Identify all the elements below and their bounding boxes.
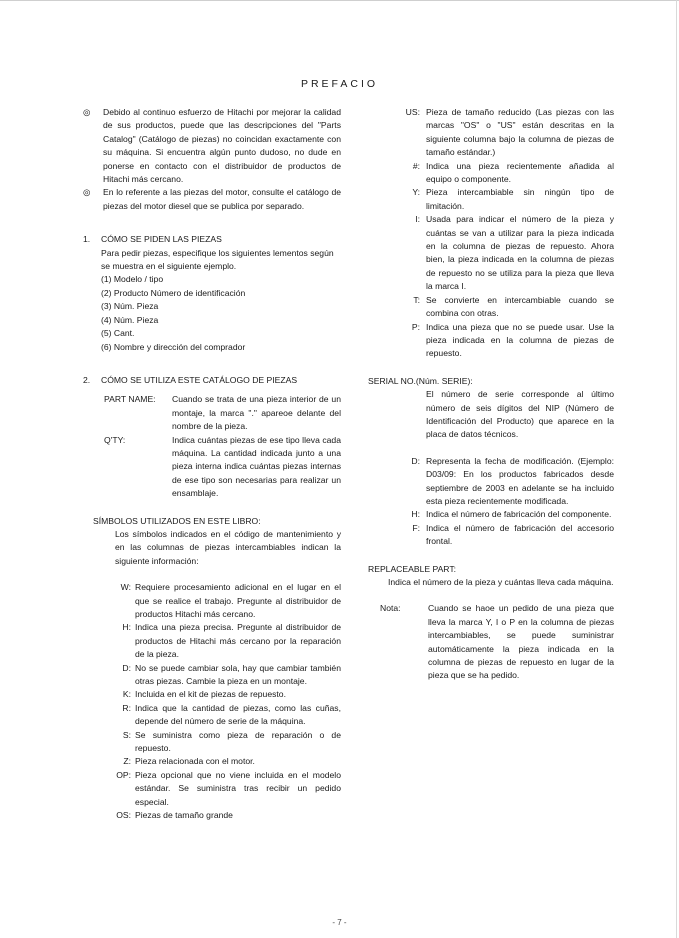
symbol-row [107, 755, 341, 768]
symbol-code: H: [122, 622, 131, 633]
right-column [368, 106, 614, 683]
symbol-code: T: [413, 294, 420, 305]
list-item: (5) Cant. [101, 328, 135, 339]
symbol-code: #: [412, 160, 420, 171]
serial-code-desc: Indica el número de fabricación del accesorio frontal. [426, 522, 614, 547]
double-circle-icon: ◎ [83, 107, 91, 117]
intro-text: Debido al continuo esfuerzo de Hitachi por mejorar la calidad de sus productos, puede que las descripciones del "Parts Catalog" (Catálogo de piezas) no coincidan exactamente con su máquina. Si encuentra algún punto dudoso, no dude en ponerse en contacto con el distribuidor de productos de Hitachi más cercano. [103, 107, 341, 185]
serial-code: H: [411, 509, 420, 520]
symbol-code: W: [120, 582, 131, 593]
symbol-desc: Indica una pieza que no se puede usar. Use la pieza indicada en la columna de piezas de repuesto. [426, 321, 614, 359]
section-number: 2. [83, 374, 91, 385]
symbol-desc: Indica una pieza recientemente añadida al equipo o componente. [426, 160, 614, 185]
definition-term: Q'TY: [104, 434, 126, 445]
section-text: Para pedir piezas, especifique los siguientes lementos según se muestra en el siguiente ejemplo. [101, 247, 334, 272]
symbol-desc: Piezas de tamaño grande [135, 810, 233, 821]
list-item: (4) Núm. Pieza [101, 314, 159, 325]
symbol-desc: Pieza opcional que no viene incluida en el modelo estándar. Se suministra tras recibir un pedido especial. [135, 769, 341, 807]
note-block [368, 602, 614, 682]
symbol-code: US: [405, 107, 420, 117]
section-number: 1. [83, 234, 91, 245]
serial-code-desc: Indica el número de fabricación del componente. [426, 509, 612, 520]
symbol-code: Z: [123, 756, 131, 767]
intro-paragraph [83, 186, 341, 213]
symbol-row [368, 321, 614, 361]
symbol-desc: Incluida en el kit de piezas de repuesto. [135, 689, 286, 700]
symbol-code: K: [122, 689, 131, 700]
double-circle-icon: ◎ [83, 187, 91, 198]
definition-desc: Indica cuántas piezas de ese tipo lleva cada máquina. La cantidad indicada junto a una pieza interna indica cuántas piezas internas de ese tipo son necesarias para realizar un ensamblaje. [172, 434, 341, 499]
symbol-row [368, 294, 614, 321]
symbol-desc: Se suministra como pieza de reparación o de repuesto. [135, 729, 341, 754]
symbol-code: P: [411, 321, 420, 332]
list-item: (3) Núm. Pieza [101, 301, 159, 312]
right-symbols-list [368, 106, 614, 361]
definition-term: PART NAME: [104, 394, 156, 405]
symbol-row [107, 581, 341, 621]
symbol-row [368, 186, 614, 213]
symbol-desc: Pieza intercambiable sin ningún tipo de limitación. [426, 187, 614, 211]
symbol-desc: Requiere procesamiento adicional en el lugar en el que se realice el trabajo. Pregunte al distribuidor de productos Hitachi más cercano. [135, 582, 341, 619]
symbol-row [368, 160, 614, 187]
symbol-desc: Pieza de tamaño reducido (Las piezas con las marcas "OS" o "US" están descritas en la siguiente columna bajo la columna de piezas de tamaño estándar.) [426, 107, 614, 158]
serial-text: El número de serie corresponde al último número de seis dígitos del NIP (Número de Identificación del Producto) que aparece en la placa de datos técnicos. [426, 389, 614, 440]
section-heading: CÓMO SE UTILIZA ESTE CATÁLOGO DE PIEZAS [101, 374, 298, 385]
serial-code-row [368, 522, 614, 549]
page-right-edge [676, 0, 677, 938]
serial-heading: SERIAL NO.(Núm. SERIE): [368, 375, 473, 386]
note-label: Nota: [380, 603, 401, 614]
section-catalog-use [83, 374, 341, 387]
replaceable-text: Indica el número de la pieza y cuántas lleva cada máquina. [388, 577, 614, 587]
symbol-desc: Se convierte en intercambiable cuando se combina con otras. [426, 294, 614, 319]
definitions-list [101, 393, 341, 500]
symbol-code: Y: [412, 187, 420, 198]
symbol-row [107, 662, 341, 689]
left-column [83, 106, 341, 823]
symbols-heading: SÍMBOLOS UTILIZADOS EN ESTE LIBRO: [93, 515, 261, 526]
intro-paragraph [83, 106, 341, 186]
symbol-code: S: [122, 729, 131, 740]
symbols-list [107, 581, 341, 822]
page-number: - 7 - [332, 918, 347, 927]
serial-code-row [368, 455, 614, 509]
symbol-code: I: [415, 214, 420, 225]
symbol-code: R: [122, 702, 131, 713]
symbol-desc: No se puede cambiar sola, hay que cambiar también otras piezas. Cambie la pieza en un montaje. [135, 662, 341, 687]
serial-code-row [368, 508, 614, 521]
symbol-row [107, 769, 341, 809]
intro-text: En lo referente a las piezas del motor, consulte el catálogo de piezas del motor diesel que se publica por separado. [103, 187, 341, 211]
symbol-row [107, 729, 341, 756]
symbol-code: D: [122, 662, 131, 673]
symbol-row [107, 688, 341, 701]
definition-desc: Cuando se trata de una pieza interior de un montaje, la marca "." apareoe delante del nombre de la pieza. [172, 394, 341, 432]
symbols-intro: Los símbolos indicados en el código de mantenimiento y en las columnas de piezas intercambiables indican la siguiente información: [115, 528, 341, 566]
serial-codes-list [368, 455, 614, 549]
list-item: (6) Nombre y dirección del comprador [101, 341, 246, 352]
symbol-row [368, 213, 614, 293]
section-ordering [83, 233, 341, 354]
serial-code: D: [411, 455, 420, 466]
symbol-desc: Indica que la cantidad de piezas, como las cuñas, depende del número de serie de la máquina. [135, 702, 341, 727]
symbol-desc: Indica una pieza precisa. Pregunte al distribuidor de productos de Hitachi más cercano por la reparación de la pieza. [135, 622, 341, 660]
symbol-desc: Usada para indicar el número de la pieza y cuántas se van a utilizar para la pieza indicada en la columna de piezas de repuesto. Ahora bien, la pieza indicada en la columna de piezas de repuesto no se utiliza para la pieza que lleva la marca I. [426, 214, 614, 292]
page-top-edge [0, 0, 679, 1]
note-text: Cuando se haoe un pedido de una pieza que lleva la marca Y, I o P en la columna de piezas intercambiables, se puede suministrar automáticamente la pieza indicada en la columna de piezas de repuesto en lugar de la pieza que se ha pedido. [428, 603, 614, 681]
list-item: (1) Modelo / tipo [101, 274, 164, 285]
symbol-row [107, 621, 341, 661]
page-title: PREFACIO [300, 78, 379, 90]
symbol-row [107, 702, 341, 729]
serial-code-desc: Representa la fecha de modificación. (Ejemplo: D03/09: En los productos fabricados desde septiembre de 2003 en adelante se ha incluido esta pieza recientemente modificada. [426, 455, 614, 506]
replaceable-heading: REPLACEABLE PART: [368, 563, 457, 574]
symbol-code: OS: [116, 810, 131, 821]
symbol-row [107, 809, 341, 822]
symbol-desc: Pieza relacionada con el motor. [135, 756, 255, 767]
serial-code: F: [412, 522, 420, 533]
definition-row [101, 393, 341, 433]
symbol-code: OP: [116, 769, 131, 780]
symbol-row [368, 106, 614, 160]
list-item: (2) Producto Número de identificación [101, 287, 246, 298]
section-heading: CÓMO SE PIDEN LAS PIEZAS [101, 234, 222, 245]
definition-row [101, 434, 341, 501]
